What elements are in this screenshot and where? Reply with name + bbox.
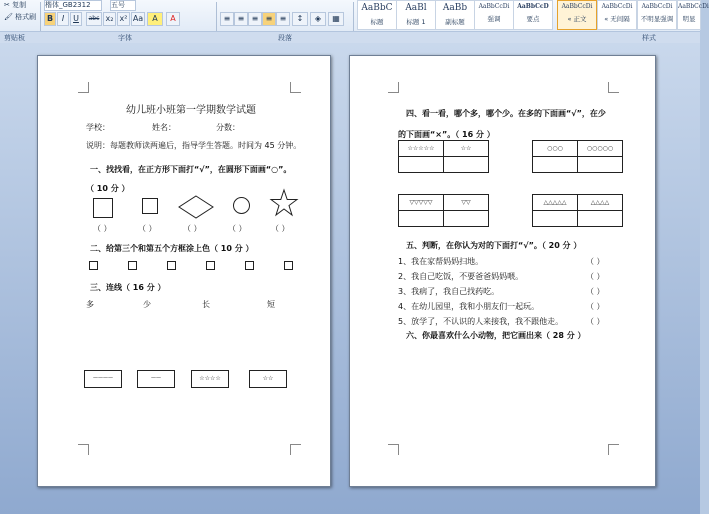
- instructions: 说明：每题教师读两遍后，指导学生答题。时间为 45 分钟。: [86, 141, 302, 150]
- table-cell: ▽▽▽▽▽: [398, 194, 444, 211]
- style-name: 明显: [682, 15, 696, 23]
- group-label-font: 字体: [118, 34, 132, 42]
- style-strong[interactable]: [513, 0, 553, 30]
- strikethrough-button[interactable]: abc: [86, 12, 102, 26]
- answer-paren: （ ）: [586, 302, 605, 311]
- checkbox-square: [128, 261, 137, 270]
- checkbox-square: [167, 261, 176, 270]
- crop-mark: [78, 444, 89, 455]
- table-cell: [398, 156, 444, 173]
- font-size-select[interactable]: 五号: [110, 0, 136, 11]
- align-right-icon[interactable]: ≡: [248, 12, 262, 26]
- table-cell: [443, 156, 489, 173]
- ribbon-group-labels: [0, 31, 700, 43]
- style-name: « 正文: [567, 15, 587, 23]
- table-cell: ☆☆: [443, 140, 489, 157]
- change-case-button[interactable]: Aa: [131, 12, 145, 26]
- copy-button[interactable]: ✂ 复制: [4, 1, 27, 9]
- style-no-spacing[interactable]: [597, 0, 637, 30]
- name-label: 姓名：: [152, 123, 176, 132]
- style-sample: AaBbCcDi: [601, 3, 633, 10]
- distribute-icon[interactable]: ≡: [276, 12, 290, 26]
- matching-box: ☆☆: [249, 370, 287, 388]
- font-name-select[interactable]: 楷体_GB2312: [44, 0, 102, 11]
- style-heading1[interactable]: [396, 0, 436, 30]
- circle-shape: [233, 197, 250, 214]
- square-shape: [142, 198, 158, 214]
- font-color-button[interactable]: A: [166, 12, 180, 26]
- matching-word: 短: [267, 300, 275, 309]
- style-sample: AaBbCcD: [517, 3, 549, 10]
- page-1: [37, 55, 331, 487]
- style-name: 要点: [526, 15, 540, 23]
- matching-box: ——: [137, 370, 175, 388]
- table-cell: ○○○○○: [577, 140, 623, 157]
- style-name: « 无间隔: [604, 15, 630, 23]
- page-title: 幼儿班小班第一学期数学试题: [126, 105, 256, 116]
- align-left-icon[interactable]: ≡: [220, 12, 234, 26]
- table-cell: [577, 210, 623, 227]
- align-center-icon[interactable]: ≡: [234, 12, 248, 26]
- crop-mark: [608, 82, 619, 93]
- matching-box: ————: [84, 370, 122, 388]
- style-name: 标题: [370, 18, 384, 26]
- matching-box: ☆☆☆☆: [191, 370, 229, 388]
- answer-paren: （ ）: [586, 257, 605, 266]
- style-sample: AaBb: [442, 3, 468, 13]
- style-emphasis[interactable]: [474, 0, 514, 30]
- score-label: 分数：: [216, 123, 240, 132]
- answer-paren: （ ）: [138, 224, 157, 233]
- checkbox-square: [89, 261, 98, 270]
- table-cell: [398, 210, 444, 227]
- style-name: 副标题: [445, 18, 465, 26]
- answer-paren: （ ）: [93, 224, 112, 233]
- judgment-item: 5、放学了，不认识的人来接我，我不跟他走。: [398, 317, 564, 326]
- crop-mark: [608, 444, 619, 455]
- checkbox-square: [284, 261, 293, 270]
- judgment-item: 4、在幼儿园里，我和小朋友们一起玩。: [398, 302, 540, 311]
- table-cell: △△△△△: [532, 194, 578, 211]
- page-2: [349, 55, 656, 487]
- table-cell: ▽▽: [443, 194, 489, 211]
- borders-icon[interactable]: ▦: [328, 12, 344, 26]
- subscript-button[interactable]: x₂: [103, 12, 116, 26]
- star-shape: [270, 189, 298, 217]
- checkbox-square: [206, 261, 215, 270]
- question-2: 二、给第三个和第五个方框涂上色（ 10 分 ）: [90, 244, 254, 253]
- answer-paren: （ ）: [183, 224, 202, 233]
- table-cell: ☆☆☆☆☆: [398, 140, 444, 157]
- crop-mark: [290, 444, 301, 455]
- judgment-item: 2、我自己吃饭，不要爸爸妈妈喂。: [398, 272, 524, 281]
- bold-button[interactable]: B: [44, 12, 56, 26]
- style-normal[interactable]: [557, 0, 597, 30]
- group-label-clipboard: 剪贴板: [4, 34, 25, 42]
- style-sample: AaBbCcDi: [678, 3, 709, 10]
- style-name: 标题 1: [406, 18, 426, 26]
- matching-word: 长: [202, 300, 210, 309]
- style-sample: AaBbC: [361, 3, 393, 13]
- table-cell: [443, 210, 489, 227]
- question-4: 四、看一看，哪个多，哪个少。在多的下面画“√”，在少: [406, 109, 606, 118]
- school-label: 学校：: [86, 123, 110, 132]
- style-sample: AaBbCcDi: [561, 3, 593, 10]
- question-4-cont: 的下面画“×”。（ 16 分 ）: [398, 130, 495, 139]
- style-name: 不明显强调: [640, 15, 674, 23]
- underline-button[interactable]: U: [70, 12, 82, 26]
- format-painter-button[interactable]: 🖌 格式刷: [4, 13, 37, 21]
- judgment-item: 3、我病了，我自己找药吃。: [398, 287, 500, 296]
- line-spacing-icon[interactable]: ↕: [292, 12, 308, 26]
- diamond-shape: [178, 195, 214, 219]
- question-1-score: （ 10 分 ）: [86, 184, 130, 193]
- question-5: 五、判断，在你认为对的下面打“√”。（ 20 分 ）: [406, 241, 582, 250]
- question-3: 三、连线（ 16 分 ）: [90, 283, 166, 292]
- answer-paren: （ ）: [586, 317, 605, 326]
- shading-icon[interactable]: ◈: [310, 12, 326, 26]
- square-shape: [93, 198, 113, 218]
- justify-icon[interactable]: ≡: [262, 12, 276, 26]
- copy-label: 复制: [12, 1, 27, 9]
- format-painter-label: 格式刷: [15, 13, 37, 21]
- style-title[interactable]: [357, 0, 397, 30]
- answer-paren: （ ）: [271, 224, 290, 233]
- style-subtitle[interactable]: [435, 0, 475, 30]
- style-name: 强调: [487, 15, 501, 23]
- table-cell: [532, 156, 578, 173]
- answer-paren: （ ）: [586, 287, 605, 296]
- style-intense[interactable]: [677, 0, 709, 30]
- crop-mark: [388, 444, 399, 455]
- highlight-button[interactable]: A: [147, 12, 163, 26]
- crop-mark: [388, 82, 399, 93]
- table-cell: [577, 156, 623, 173]
- crop-mark: [290, 82, 301, 93]
- table-cell: △△△△: [577, 194, 623, 211]
- style-sample: AaBbCcDi: [478, 3, 510, 10]
- matching-word: 多: [86, 300, 94, 309]
- answer-paren: （ ）: [586, 272, 605, 281]
- group-label-styles: 样式: [642, 34, 656, 42]
- style-sample: AaBbCcDi: [641, 3, 673, 10]
- matching-word: 少: [143, 300, 151, 309]
- ribbon: [0, 0, 709, 43]
- table-cell: ○○○: [532, 140, 578, 157]
- question-6: 六、你最喜欢什么小动物，把它画出来（ 28 分 ）: [406, 331, 586, 340]
- style-sample: AaBl: [405, 3, 427, 13]
- checkbox-square: [245, 261, 254, 270]
- crop-mark: [78, 82, 89, 93]
- answer-paren: （ ）: [228, 224, 247, 233]
- style-subtle-emphasis[interactable]: [637, 0, 677, 30]
- judgment-item: 1、我在家帮妈妈扫地。: [398, 257, 484, 266]
- group-label-paragraph: 段落: [278, 34, 292, 42]
- table-cell: [532, 210, 578, 227]
- italic-button[interactable]: I: [57, 12, 69, 26]
- superscript-button[interactable]: x²: [117, 12, 130, 26]
- question-1: 一、找找看，在正方形下面打“√”，在圆形下面画“○”。: [90, 165, 292, 174]
